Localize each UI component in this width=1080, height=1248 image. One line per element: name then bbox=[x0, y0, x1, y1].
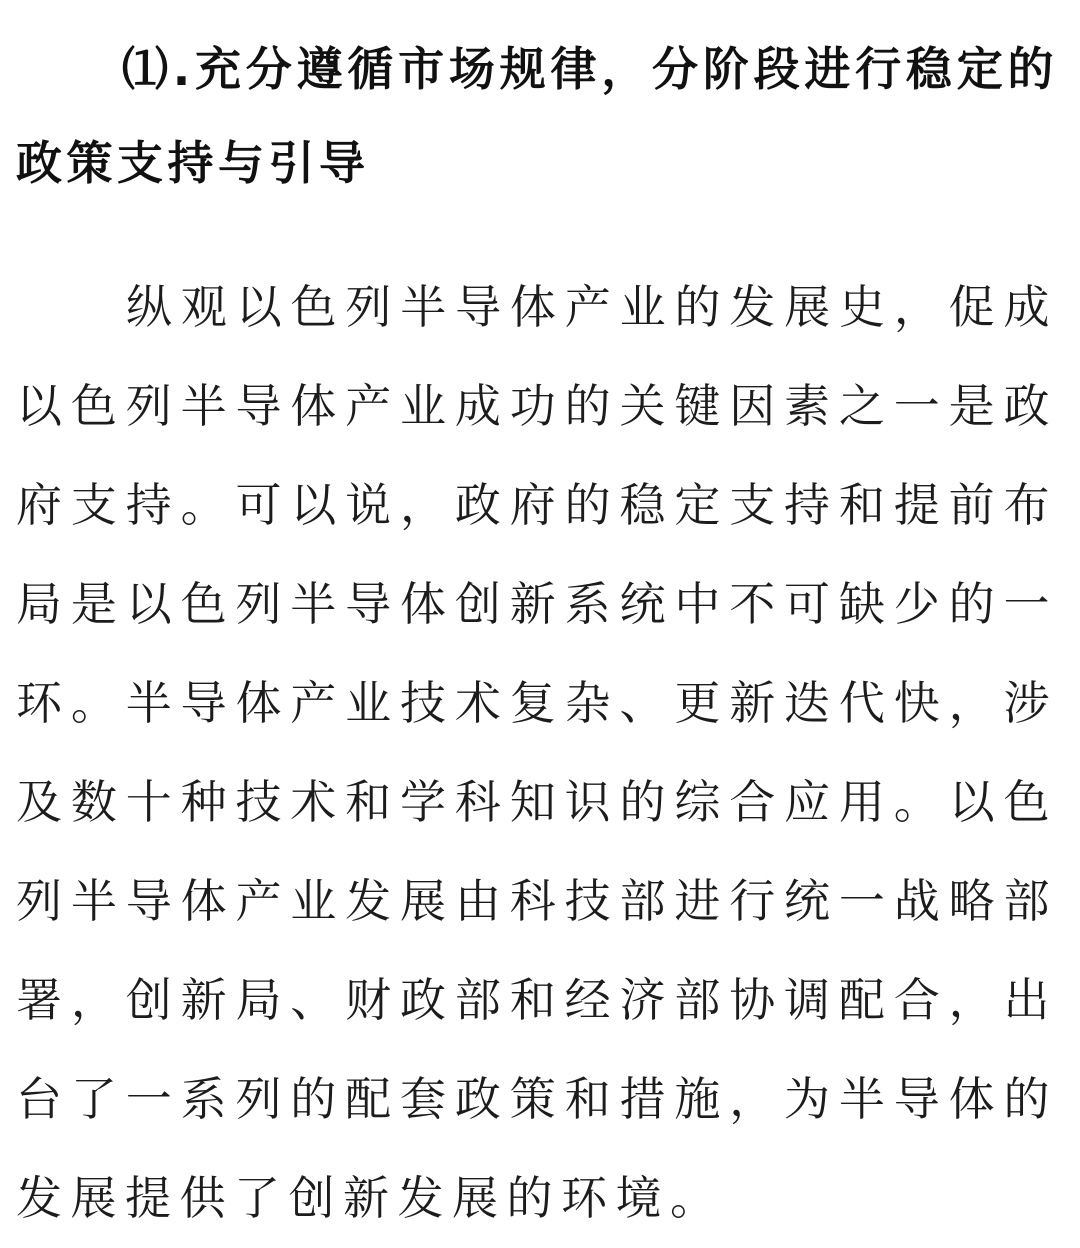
body-paragraph: 纵观以色列半导体产业的发展史，促成以色列半导体产业成功的关键因素之一是政府支持。可以说，政府的稳定支持和提前布局是以色列半导体创新系统中不可缺少的一环。半导体产业技术复杂、更新迭代快，涉及数十种技术和学科知识的综合应用。以色列半导体产业发展由科技部进行统一战略部署，创新局、财政部和经济部协调配合，出台了一系列的配套政策和措施，为半导体的发展提供了创新发展的环境。 bbox=[16, 280, 1058, 1225]
section-heading: ⑴.充分遵循市场规律，分阶段进行稳定的政策支持与引导 bbox=[16, 42, 1058, 190]
